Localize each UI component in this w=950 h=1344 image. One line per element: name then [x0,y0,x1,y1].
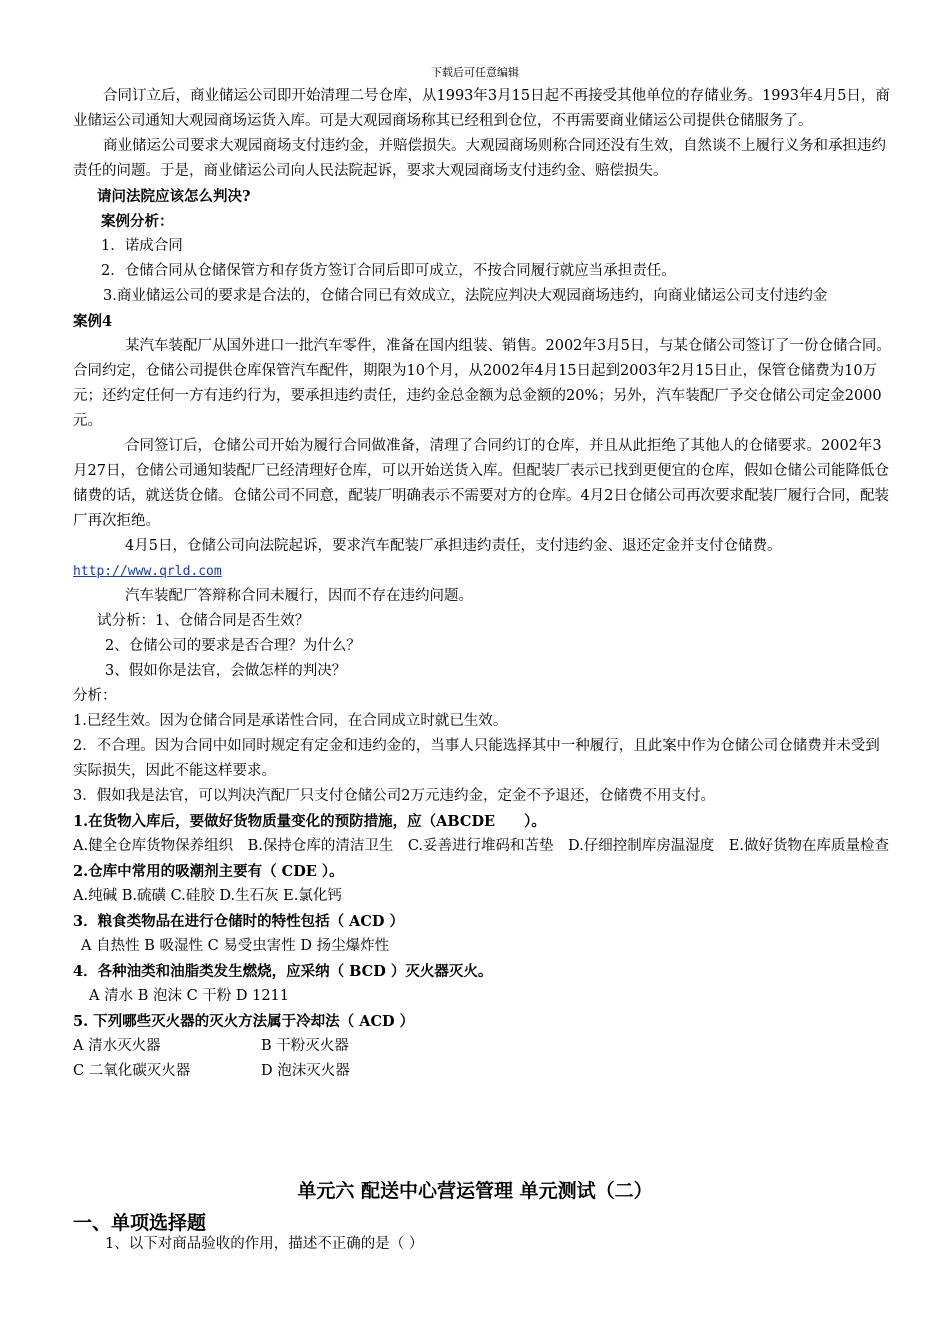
case4-paragraph-4: 汽车装配厂答辩称合同未履行，因而不存在违约问题。 [125,588,473,604]
mcq-1-stem: 1.在货物入库后，要做好货物质量变化的预防措施，应（ABCDE ）。 [73,813,546,830]
case4-question-2: 2、仓储公司的要求是否合理？为什么？ [105,638,361,654]
website-link[interactable]: http://www.qrld.com [73,564,222,579]
case3-paragraph-1: 合同订立后，商业储运公司即开始清理二号仓库，从1993年3月15日起不再接受其他单位的存储业务。1993年4月5日，商业储运公司通知大观园商场运货入库。可是大观园商场称其已经租到仓位，不再需要商业储运公司提供仓储服务了。 [73,88,890,129]
section-title: 一、单项选择题 [73,1212,207,1234]
mcq-5-option-d: D 泡沫灭火器 [261,1063,350,1079]
case4-title: 案例4 [73,313,113,330]
case4-question-3: 3、假如你是法官，会做怎样的判决？ [105,663,347,679]
mcq-2-options: A.纯碱 B.硫磺 C.硅胶 D.生石灰 E.氯化钙 [73,888,342,904]
case4-paragraph-3: 4月5日，仓储公司向法院起诉，要求汽车配装厂承担违约责任，支付违约金、退还定金并支付仓储费。 [125,538,782,554]
case4-analysis-title: 分析： [73,688,117,704]
mcq-5-options-row-1 [73,1034,893,1059]
case3-answer-1: 1．诺成合同 [101,238,183,254]
case3-answer-3: 3.商业储运公司的要求是合法的，仓储合同已有效成立，法院应判决大观园商场违约，向商业储运公司支付违约金 [103,288,828,304]
unit-title: 单元六 配送中心营运管理 单元测试（二） [297,1180,653,1202]
case4-answer-2: 2．不合理。因为合同中如同时规定有定金和违约金的，当事人只能选择其中一种履行，且此案中作为仓储公司仓储费并未受到实际损失，因此不能这样要求。 [73,738,880,779]
case4-answer-3: 3．假如我是法官，可以判决汽配厂只支付仓储公司2万元违约金，定金不予退还，仓储费不用支付。 [73,788,715,804]
case3-question: 请问法院应该怎么判决? [97,188,251,205]
mcq-5-options-row-2 [73,1059,893,1084]
mcq-3-options: A 自热性 B 吸湿性 C 易受虫害性 D 扬尘爆炸性 [81,938,390,954]
case4-paragraph-1: 某汽车装配厂从国外进口一批汽车零件，准备在国内组装、销售。2002年3月5日，与某仓储公司签订了一份仓储合同。合同约定，仓储公司提供仓库保管汽车配件，期限为10个月，从2002年4月15日起到2003年2月15日止，保管仓储费为10万元；还约定任何一方有违约行为，要承担违约责任，违约金总金额为总金额的20%；另外，汽车装配厂予交仓储公司定金2000元。 [73,338,891,429]
mcq-4-stem: 4．各种油类和油脂类发生燃烧，应采纳（ BCD ）灭火器灭火。 [73,963,493,980]
case3-paragraph-2: 商业储运公司要求大观园商场支付违约金，并赔偿损失。大观园商场则称合同还没有生效，自然谈不上履行义务和承担违约责任的问题。于是，商业储运公司向人民法院起诉，要求大观园商场支付违约金、赔偿损失。 [73,138,886,179]
mcq-3-stem: 3．粮食类物品在进行仓储时的特性包括（ ACD ） [73,913,405,930]
mcq-5-option-b: B 干粉灭火器 [261,1038,349,1054]
mcq-2-stem: 2.仓库中常用的吸潮剂主要有（ CDE ）。 [73,863,344,880]
document-body [73,84,893,1084]
mcq-5-stem: 5. 下列哪些灭火器的灭火方法属于冷却法（ ACD ） [73,1013,415,1030]
case3-analysis-title: 案例分析： [101,213,174,230]
single-choice-question-1: 1、以下对商品验收的作用，描述不正确的是（ ） [105,1236,424,1252]
page-header: 下载后可任意编辑 [431,66,519,79]
case4-question-1: 试分析：1、仓储合同是否生效？ [97,613,310,629]
case4-answer-1: 1.已经生效。因为仓储合同是承诺性合同，在合同成立时就已生效。 [73,713,508,729]
mcq-5-option-c: C 二氧化碳灭火器 [73,1063,191,1079]
case4-paragraph-2: 合同签订后，仓储公司开始为履行合同做准备，清理了合同约订的仓库，并且从此拒绝了其他人的仓储要求。2002年3月27日，仓储公司通知装配厂已经清理好仓库，可以开始送货入库。但配装厂表示已找到更便宜的仓库，假如仓储公司能降低仓储费的话，就送货仓储。仓储公司不同意，配装厂明确表示不需要对方的仓库。4月2日仓储公司再次要求配装厂履行合同，配装厂再次拒绝。 [73,438,889,529]
mcq-5-option-a: A 清水灭火器 [73,1038,161,1054]
mcq-1-options: A.健全仓库货物保养组织 B.保持仓库的清洁卫生 C.妥善进行堆码和苫垫 D.仔细控制库房温湿度 E.做好货物在库质量检查 [73,838,889,854]
mcq-4-options: A 清水 B 泡沫 C 干粉 D 1211 [89,988,290,1004]
case3-answer-2: 2．仓储合同从仓储保管方和存货方签订合同后即可成立，不按合同履行就应当承担责任。 [101,263,676,279]
